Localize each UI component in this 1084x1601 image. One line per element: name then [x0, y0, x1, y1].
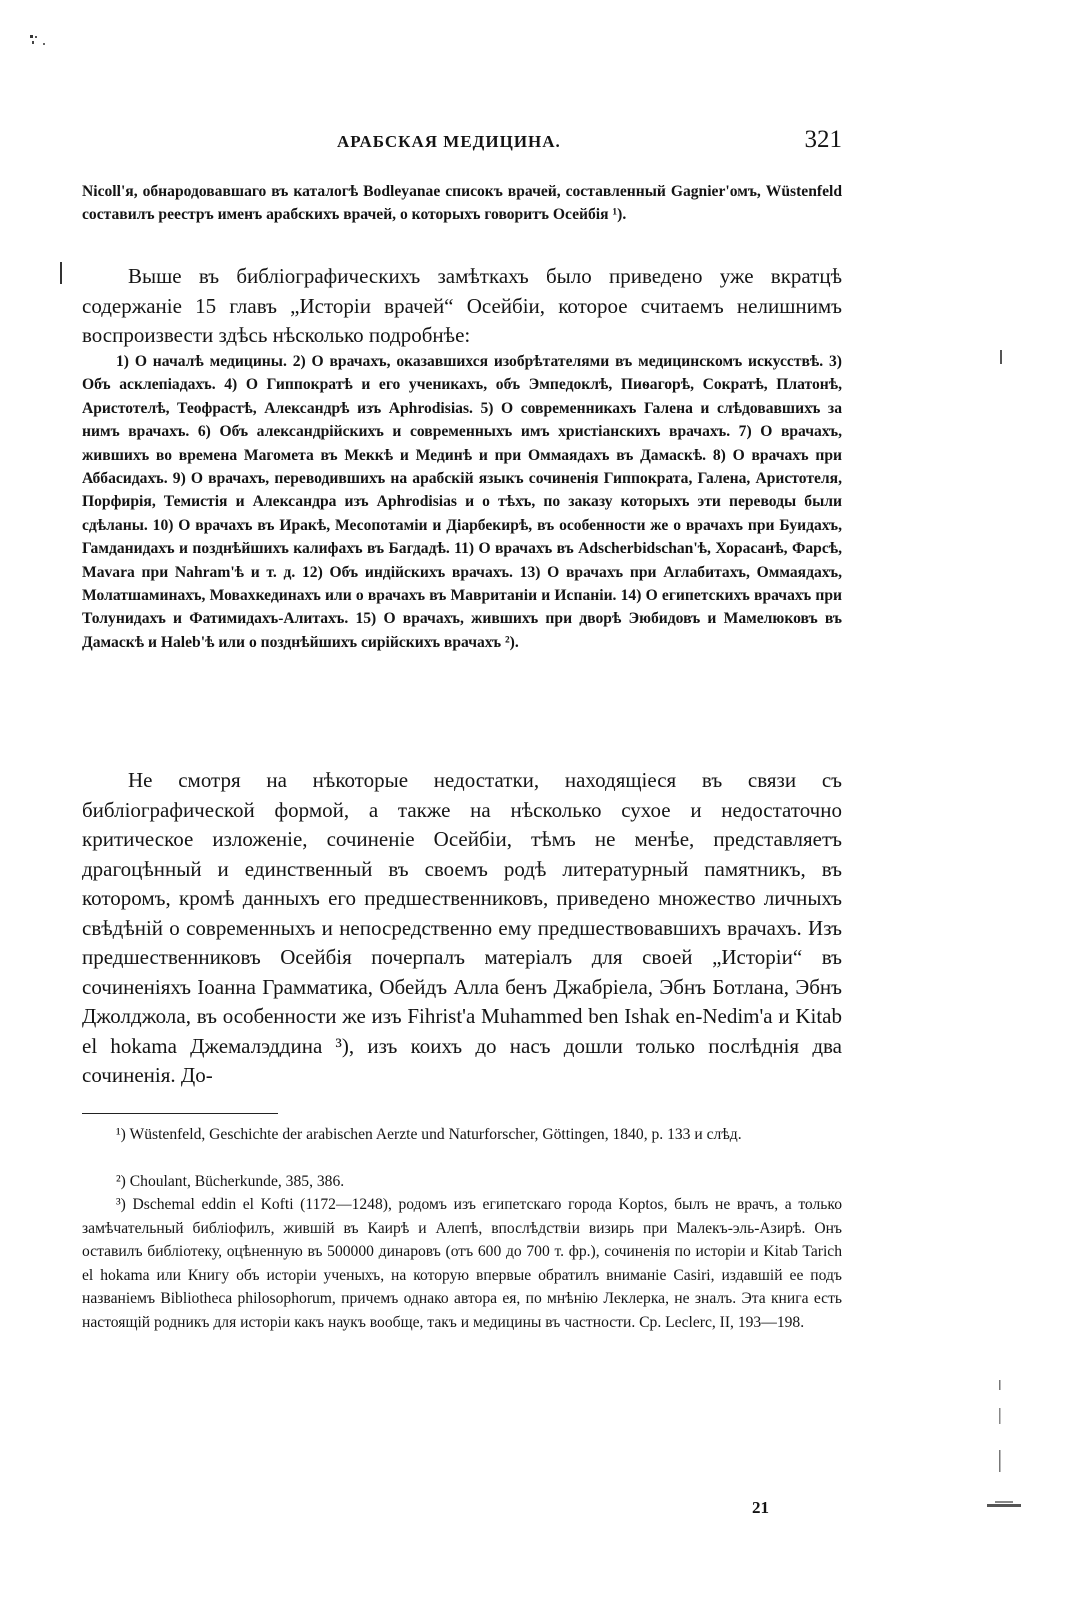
- intro-paragraph: Nicoll'я, обнародовавшаго въ каталогѣ Bodleyanae списокъ врачей, составленный Gagnier'омъ, Wüstenfeld составилъ реестръ именъ арабскихъ врачей, о которыхъ говоритъ Осейбія ¹).: [82, 183, 842, 224]
- sheet-signature: 21: [752, 1498, 769, 1517]
- page-edge-marks: [985, 1380, 1025, 1520]
- chapters-list-paragraph: 1) О началѣ медицины. 2) О врачахъ, оказавшихся изобрѣтателями въ медицинскомъ искусствѣ. 3) Объ асклепіадахъ. 4) О Гиппократѣ и его ученикахъ, объ Эмпедоклѣ, Пиѳагорѣ, Сократѣ, Платонѣ, Аристотелѣ, Теофрастѣ, Александрѣ изъ Aphrodisias. 5) О современникахъ Галена и слѣдовавшихъ за нимъ врачахъ. 6) Объ александрійскихъ и современныхъ имъ христіанскихъ врачахъ. 7) О врачахъ, жившихъ во времена Магомета въ Меккѣ и Мединѣ и при Оммаядахъ въ Дамаскѣ. 8) О врачахъ при Аббасидахъ. 9) О врачахъ, переводившихъ на арабскій языкъ сочиненія Гиппократа, Галена, Аристотеля, Порфирія, Темистія и Александра изъ Aphrodisias и о тѣхъ, по заказу которыхъ эти переводы были сдѣланы. 10) О врачахъ въ Иракѣ, Месопотаміи и Діарбекирѣ, въ особенности же о врачахъ при Буидахъ, Гамданидахъ и позднѣйшихъ калифахъ въ Багдадѣ. 11) О врачахъ въ Adscherbidschan'ѣ, Хорасанѣ, Фарсѣ, Mavara при Nahram'ѣ и т. д. 12) Объ индійскихъ врачахъ. 13) О врачахъ при Аглабитахъ, Оммаядахъ, Молатшаминахъ, Мовахкединахъ или о врачахъ въ Мавританіи и Испаніи. 14) О египетскихъ врачахъ при Толунидахъ и Фатимидахъ-Алитахъ. 15) О врачахъ, жившихъ при дворѣ Эюбидовъ и Мамелюковъ въ Дамаскѣ и Haleb'ѣ или о позднѣйшихъ сирійскихъ врачахъ ²).: [82, 353, 842, 651]
- main-paragraph-2: Не смотря на нѣкоторые недостатки, находящіеся въ связи съ библіографической формой, а также на нѣсколько сухое и недостаточно критическое изложеніе, сочиненіе Осейбіи, тѣмъ не менѣе, представляетъ драгоцѣнный и единственный въ своемъ родѣ литературный памятникъ, въ которомъ, кромѣ данныхъ его предшественниковъ, приведено множество личныхъ свѣдѣній о современныхъ и непосредственно ему предшествовавшихъ врачахъ. Изъ предшественниковъ Осейбія почерпалъ матеріалъ для своей „Исторіи“ въ сочиненіяхъ Іоанна Грамматика, Обейдъ Алла бенъ Джабріела, Эбнъ Ботлана, Эбнъ Джолджола, въ особенности же изъ Fihrist'a Muhammed ben Ishak en-Nedim'a и Kitab el hokama Джемалэддина ³), изъ коихъ до насъ дошли только послѣднія два сочиненія. До-: [82, 768, 842, 1087]
- footnote-separator: [82, 1113, 278, 1114]
- footnote-2: ²) Choulant, Bücherkunde, 385, 386.: [116, 1173, 345, 1190]
- running-title: АРАБСКАЯ МЕДИЦИНА.: [337, 132, 561, 151]
- footnote-3: ³) Dschemal eddin el Kofti (1172—1248), родомъ изъ египетскаго города Koptos, былъ не врачъ, а только замѣчательный библіофилъ, жившій въ Каирѣ и Алепѣ, впослѣдствіи визирь при Малекъ-эль-Азирѣ. Онъ оставилъ библіотеку, оцѣненную въ 500000 динаровъ (отъ 600 до 700 т. фр.), сочиненія по исторіи и Kitab Tarich el hokama или Книгу объ исторіи ученыхъ, на которую впервые обратилъ вниманіе Casiri, издавшій ее подъ названіемъ Bibliotheca philosophorum, причемъ однако автора ея, по мнѣнію Леклерка, не зналъ. Эта книга есть настоящій родникъ для исторіи какъ наукъ вообще, такъ и медицины въ частности. Ср. Leclerc, II, 193—198.: [82, 1196, 842, 1331]
- main-paragraph-1: Выше въ библіографическихъ замѣткахъ было приведено уже вкратцѣ содержаніе 15 главъ „Исторіи врачей“ Осейбіи, которое считаемъ нелишнимъ воспроизвести здѣсь нѣсколько подробнѣе:: [82, 264, 842, 347]
- scan-speck-marks: [28, 32, 48, 46]
- margin-tick: [1000, 350, 1002, 364]
- margin-mark: [60, 262, 62, 284]
- page-number: 321: [804, 126, 842, 153]
- footnote-1: ¹) Wüstenfeld, Geschichte der arabischen Aerzte und Naturforscher, Göttingen, 1840, p. 133 и слѣд.: [116, 1126, 742, 1143]
- running-head: [82, 128, 842, 158]
